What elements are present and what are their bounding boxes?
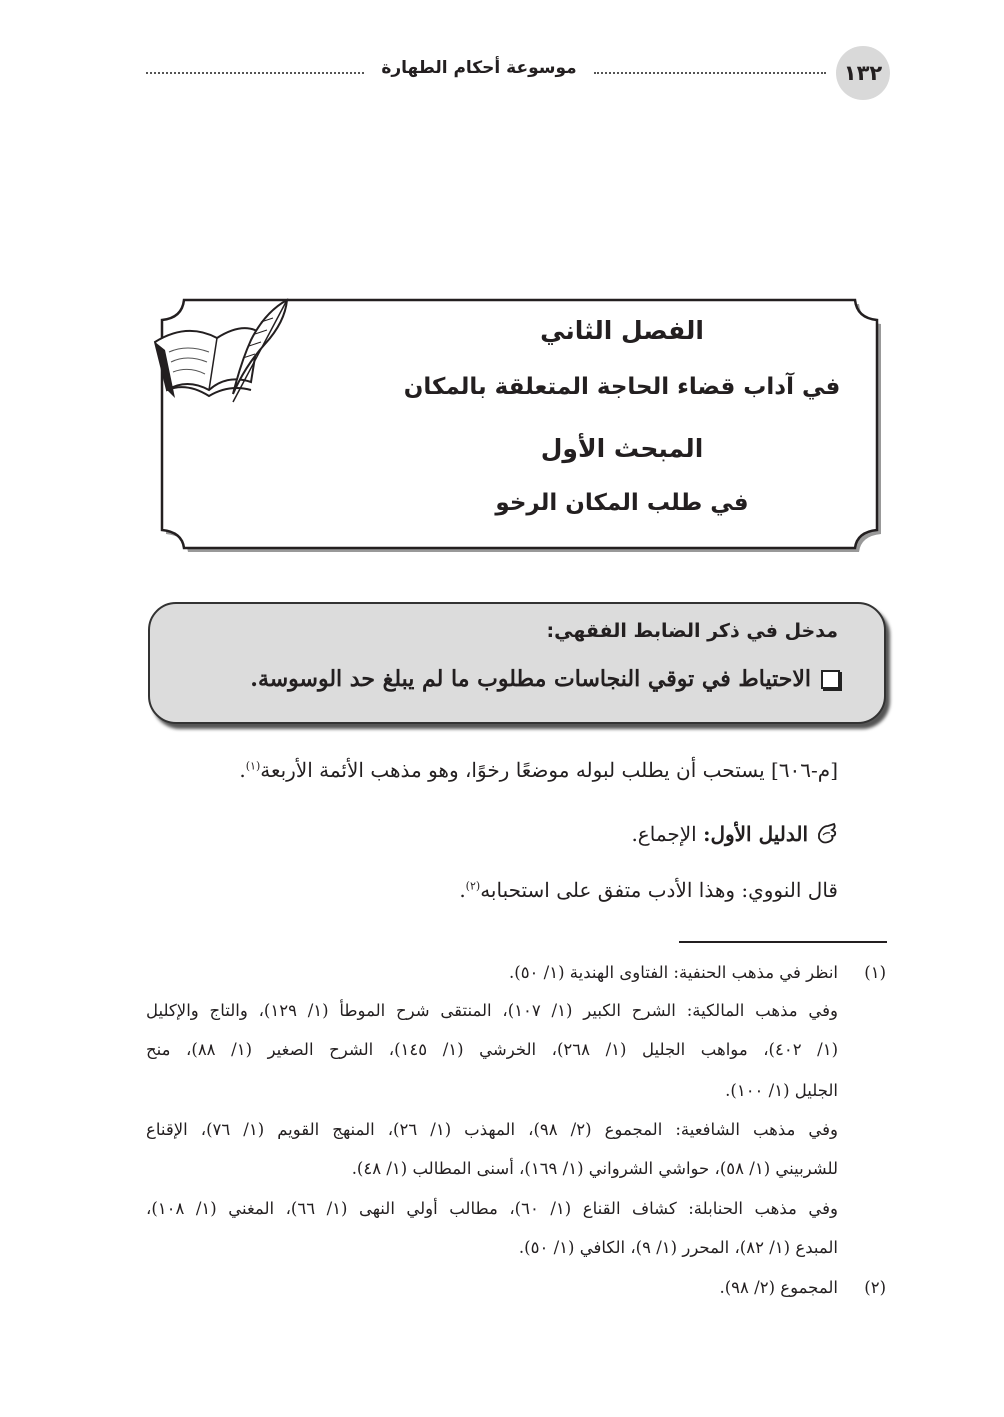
footnote-1-number: (١) (864, 963, 886, 982)
chapter-title-frame (147, 292, 889, 554)
paragraph-text: [م-٦٠٦] يستحب أن يطلب لبوله موضعًا رخوًا، وهو مذهب الأئمة الأربعة (260, 758, 838, 782)
running-title: موسوعة أحكام الطهارة (381, 58, 577, 78)
footnote-1-line: المبدع (١/ ٨٢)، المحرر (١/ ٩)، الكافي (١/ ٥٠). (518, 1238, 838, 1257)
footnote-ref-1: (١) (245, 759, 261, 773)
footnote-separator (679, 941, 887, 943)
rule-text: الاحتياط في توقي النجاسات مطلوب ما لم يبلغ حد الوسوسة. (250, 666, 811, 692)
header-dotted-rule-left (146, 72, 364, 74)
footnote-1-line: انظر في مذهب الحنفية: الفتاوى الهندية (١/ ٥٠). (509, 963, 838, 982)
section-title: المبحث الأول (540, 434, 704, 463)
book-quill-icon (147, 292, 297, 412)
rule-item (250, 666, 840, 692)
chapter-subtitle: في آداب قضاء الحاجة المتعلقة بالمكان (403, 374, 841, 400)
rule-heading: مدخل في ذكر الضابط الفقهي: (546, 620, 838, 642)
evidence-text: الإجماع. (631, 822, 697, 846)
evidence-line (631, 822, 838, 846)
paragraph-end: . (459, 878, 466, 902)
paragraph-end: . (239, 758, 246, 782)
page-number: ١٣٢ (836, 46, 890, 100)
header-dotted-rule-right (594, 72, 826, 74)
footnote-1-line: الجليل (١/ ١٠٠). (725, 1081, 838, 1100)
footnote-ref-2: (٢) (465, 879, 481, 893)
evidence-label: الدليل الأول: (703, 822, 808, 846)
footnote-2-number: (٢) (864, 1278, 886, 1297)
footnote-1-line: وفي مذهب الحنابلة: كشاف القناع (١/ ٦٠)، مطالب أولي النهى (١/ ٦٦)، المغني (١/ ١٠٨)، (146, 1199, 838, 1218)
footnote-1-line: للشربيني (١/ ٥٨)، حواشي الشرواني (١/ ١٦٩)، أسنى المطالب (١/ ٤٨). (351, 1159, 838, 1178)
paragraph-text: قال النووي: وهذا الأدب متفق على استحبابه (480, 878, 838, 902)
fiqh-rule-box (148, 602, 886, 724)
paragraph-issue-606 (239, 758, 838, 782)
paragraph-nawawi (459, 878, 838, 902)
footnote-1-line: (١/ ٤٠٢)، مواهب الجليل (١/ ٢٦٨)، الخرشي (١/ ١٤٥)، الشرح الصغير (١/ ٨٨)، منح (146, 1040, 839, 1059)
checkbox-icon (821, 670, 840, 689)
footnote-1-line: وفي مذهب الشافعية: المجموع (٢/ ٩٨)، المهذب (١/ ٢٦)، المنهج القويم (١/ ٧٦)، الإقناع (146, 1120, 838, 1139)
pointing-hand-icon (816, 822, 838, 846)
footnote-2-line: المجموع (٢/ ٩٨). (719, 1278, 838, 1297)
section-subtitle: في طلب المكان الرخو (495, 490, 749, 516)
chapter-title: الفصل الثاني (540, 316, 704, 345)
footnote-1-line: وفي مذهب المالكية: الشرح الكبير (١/ ١٠٧)، المنتقى شرح الموطأ (١/ ١٢٩)، والتاج والإكليل (146, 1001, 838, 1020)
